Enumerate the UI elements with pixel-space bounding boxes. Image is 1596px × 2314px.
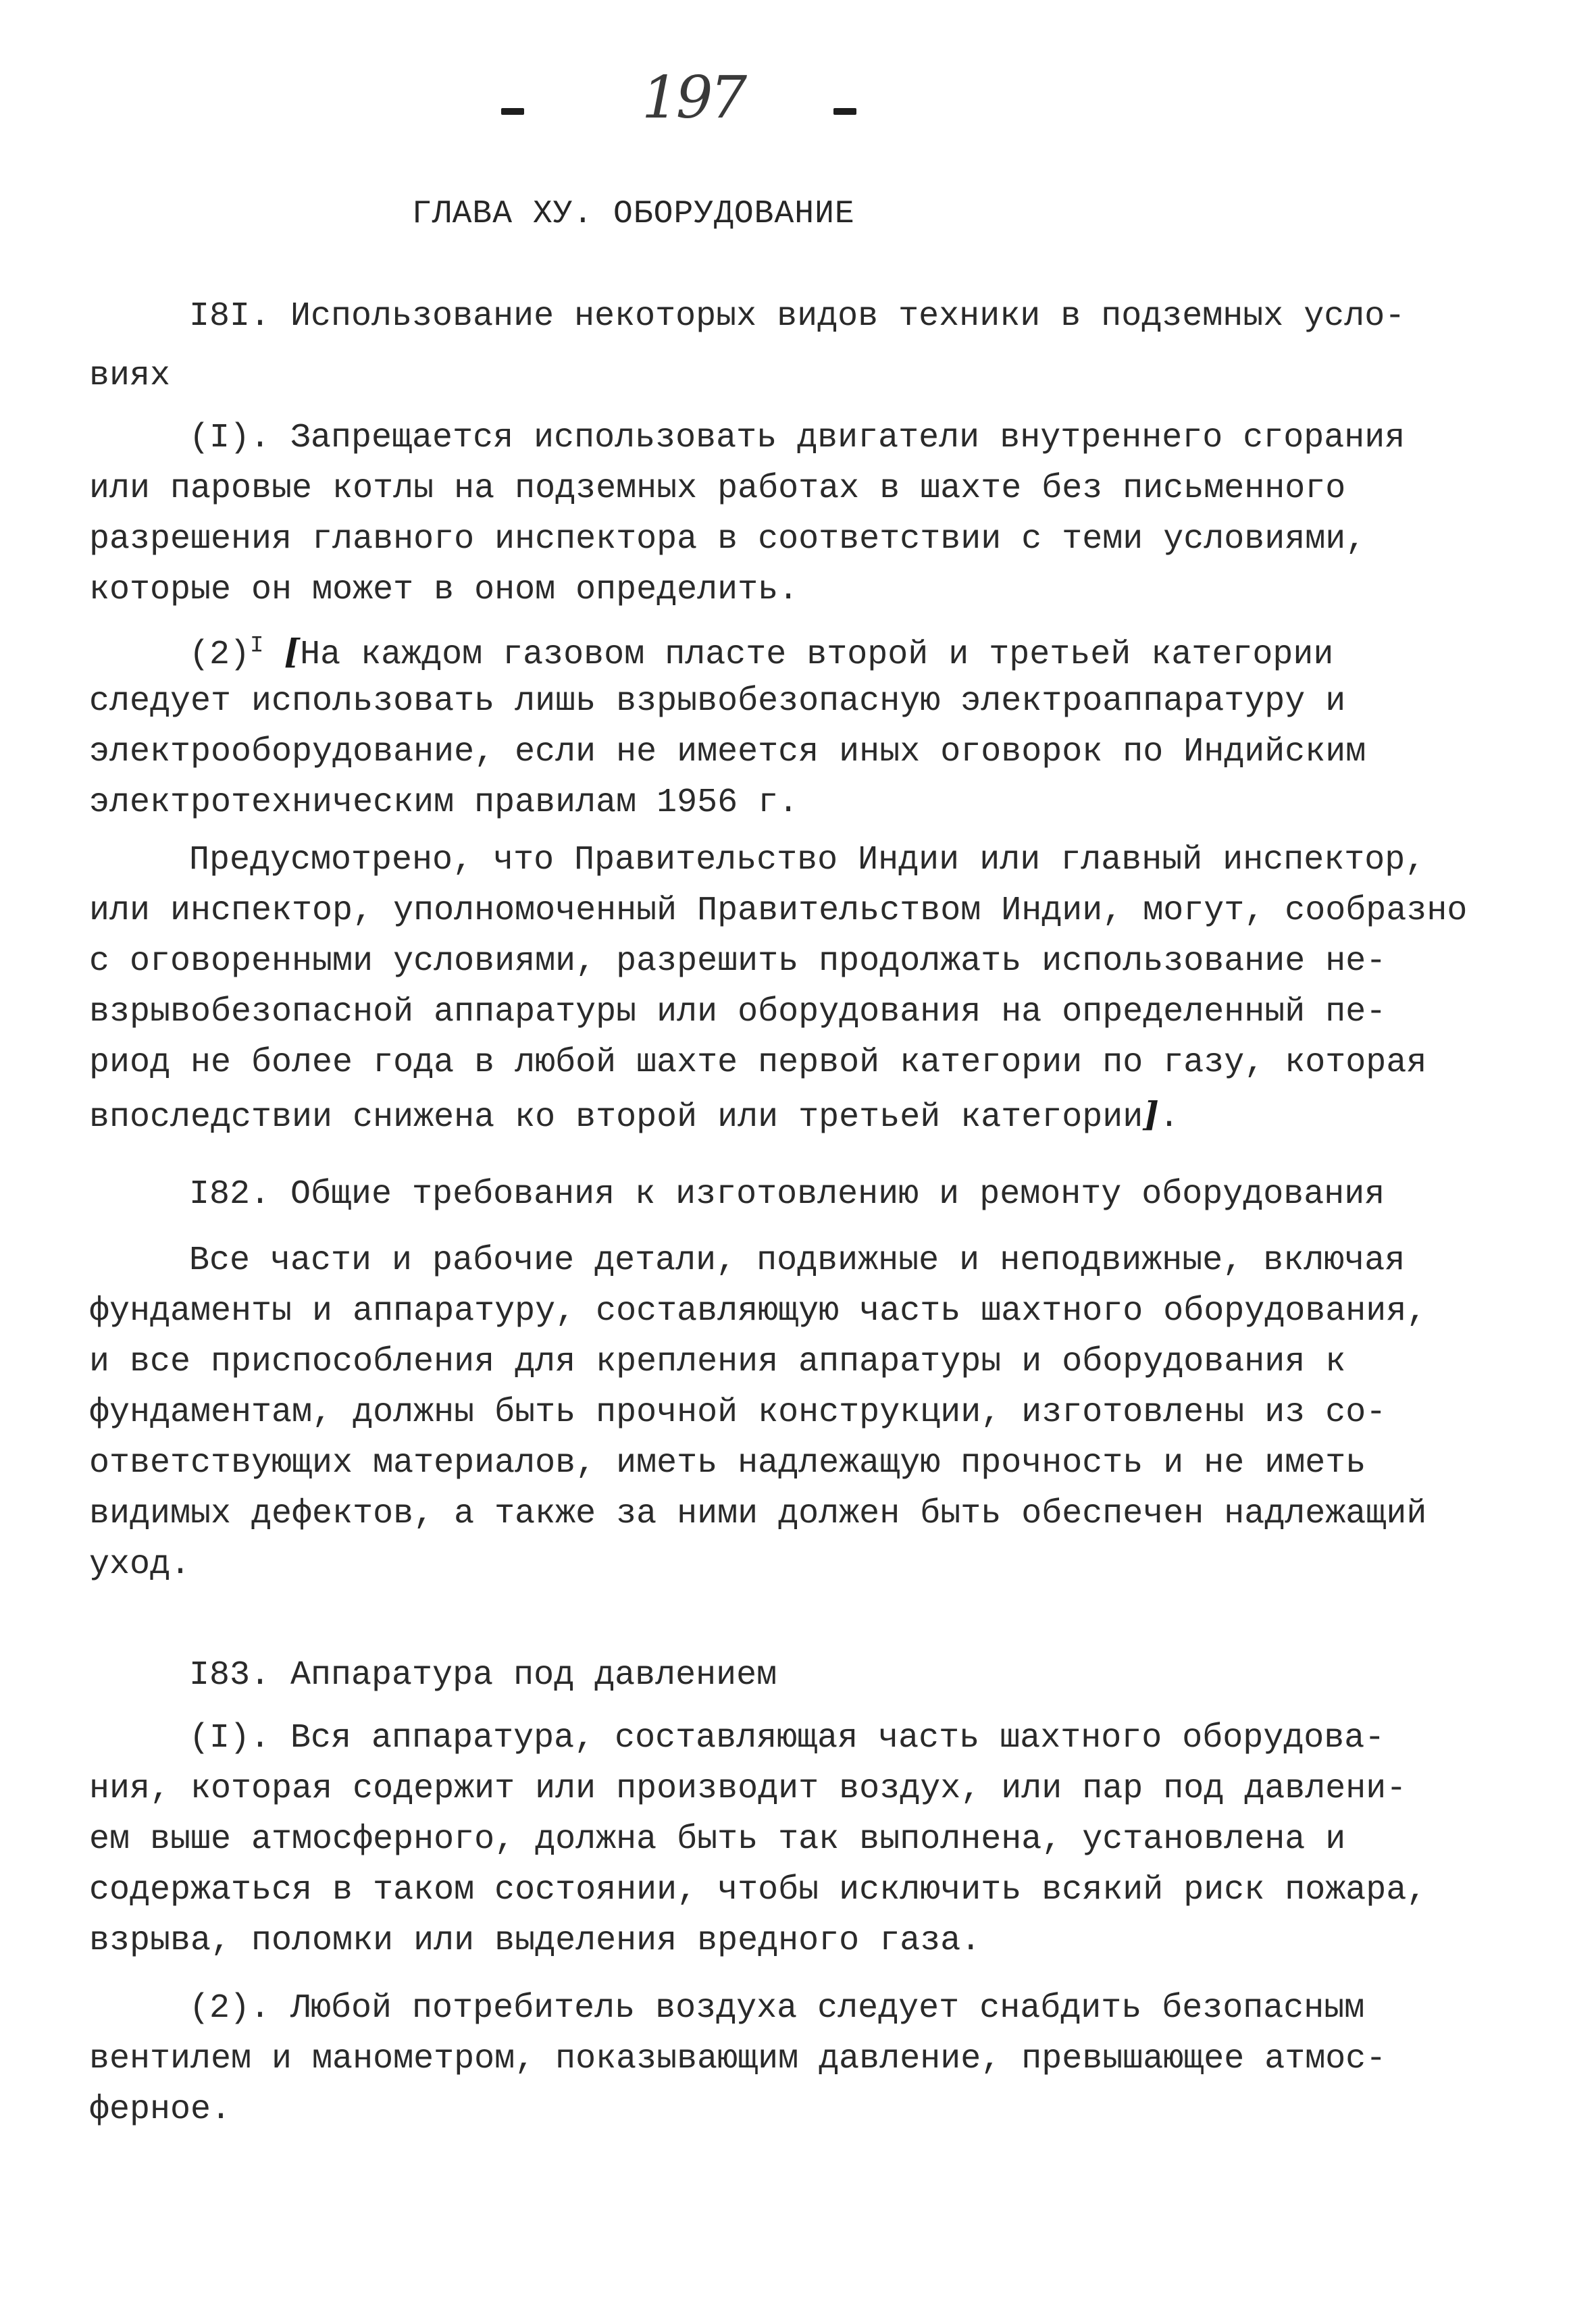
s181-p2-line: электрооборудование, если не имеется иных оговорок по Индийским (89, 733, 1366, 771)
s181-p1-line: разрешения главного инспектора в соответствии с теми условиями, (89, 520, 1366, 559)
s181-p1-line: (I). Запрещается использовать двигатели внутреннего сгорания (189, 419, 1406, 457)
s181-p1-line: или паровые котлы на подземных работах в шахте без письменного (89, 469, 1346, 508)
section-181-heading: I8I. Использование некоторых видов техники в подземных усло- (189, 297, 1406, 336)
page-number: 197 (642, 64, 745, 132)
s183-p1-line: содержаться в таком состоянии, чтобы исключить всякий риск пожара, (89, 1871, 1427, 1909)
header-dash-right (833, 108, 856, 115)
handwritten-bracket-open: [ (284, 632, 301, 671)
s181-p3-line: риод не более года в любой шахте первой категории по газу, которая (89, 1044, 1427, 1082)
s182-p1-line: и все приспособления для крепления аппаратуры и оборудования к (89, 1343, 1346, 1381)
s183-p1-line: ния, которая содержит или производит воздух, или пар под давлени- (89, 1770, 1407, 1808)
s181-p3-line: взрывобезопасной аппаратуры или оборудования на определенный пе- (89, 993, 1387, 1031)
s182-p1-line: видимых дефектов, а также за ними должен быть обеспечен надлежащий (89, 1495, 1427, 1533)
s181-p3-line: или инспектор, уполномоченный Правительством Индии, могут, сообразно (89, 892, 1468, 930)
handwritten-bracket-close: ] (1143, 1094, 1159, 1134)
s182-p1-line: уход. (89, 1545, 191, 1584)
s181-p2-line: электротехническим правилам 1956 г. (89, 783, 799, 822)
section-182-heading: I82. Общие требования к изготовлению и ремонту оборудования (189, 1175, 1385, 1214)
s181-p2-first-line (189, 632, 1333, 674)
section-183-heading: I83. Аппаратура под давлением (189, 1656, 777, 1695)
s182-p1-line: фундаменты и аппаратуру, составляющую часть шахтного оборудования, (89, 1292, 1427, 1331)
s183-p2-line: ферное. (89, 2090, 232, 2129)
footnote-marker: I (250, 633, 264, 659)
s181-p3-line: с оговоренными условиями, разрешить продолжать использование не- (89, 942, 1387, 981)
s181-p1-line: которые он может в оном определить. (89, 571, 799, 609)
s181-p3-last-text: впоследствии снижена ко второй или третьей категории (89, 1098, 1143, 1137)
s181-p3-period: . (1158, 1098, 1179, 1137)
s183-p2-line: (2). Любой потребитель воздуха следует снабдить безопасным (189, 1989, 1365, 2028)
s183-p1-line: взрыва, поломки или выделения вредного газа. (89, 1922, 981, 1960)
s181-p3-line: Предусмотрено, что Правительство Индии или главный инспектор, (189, 841, 1426, 879)
section-181-heading-cont: виях (89, 357, 171, 395)
s182-p1-line: фундаментам, должны быть прочной конструкции, изготовлены из со- (89, 1393, 1387, 1432)
s183-p2-line: вентилем и манометром, показывающим давление, превышающее атмос- (89, 2040, 1387, 2078)
header-dash-left (501, 108, 524, 115)
s181-p3-last-line (89, 1094, 1179, 1137)
s182-p1-line: Все части и рабочие детали, подвижные и неподвижные, включая (189, 1241, 1406, 1280)
s181-p2-number: (2) (189, 636, 251, 674)
s183-p1-line: (I). Вся аппаратура, составляющая часть шахтного оборудова- (189, 1719, 1385, 1757)
s182-p1-line: ответствующих материалов, иметь надлежащую прочность и не иметь (89, 1444, 1366, 1483)
s183-p1-line: ем выше атмосферного, должна быть так выполнена, установлена и (89, 1820, 1346, 1859)
s181-p2-line: следует использовать лишь взрывобезопасную электроаппаратуру и (89, 682, 1346, 721)
chapter-title: ГЛАВА ХУ. ОБОРУДОВАНИЕ (412, 196, 855, 232)
s181-p2-text: На каждом газовом пласте второй и третьей категории (300, 636, 1334, 674)
